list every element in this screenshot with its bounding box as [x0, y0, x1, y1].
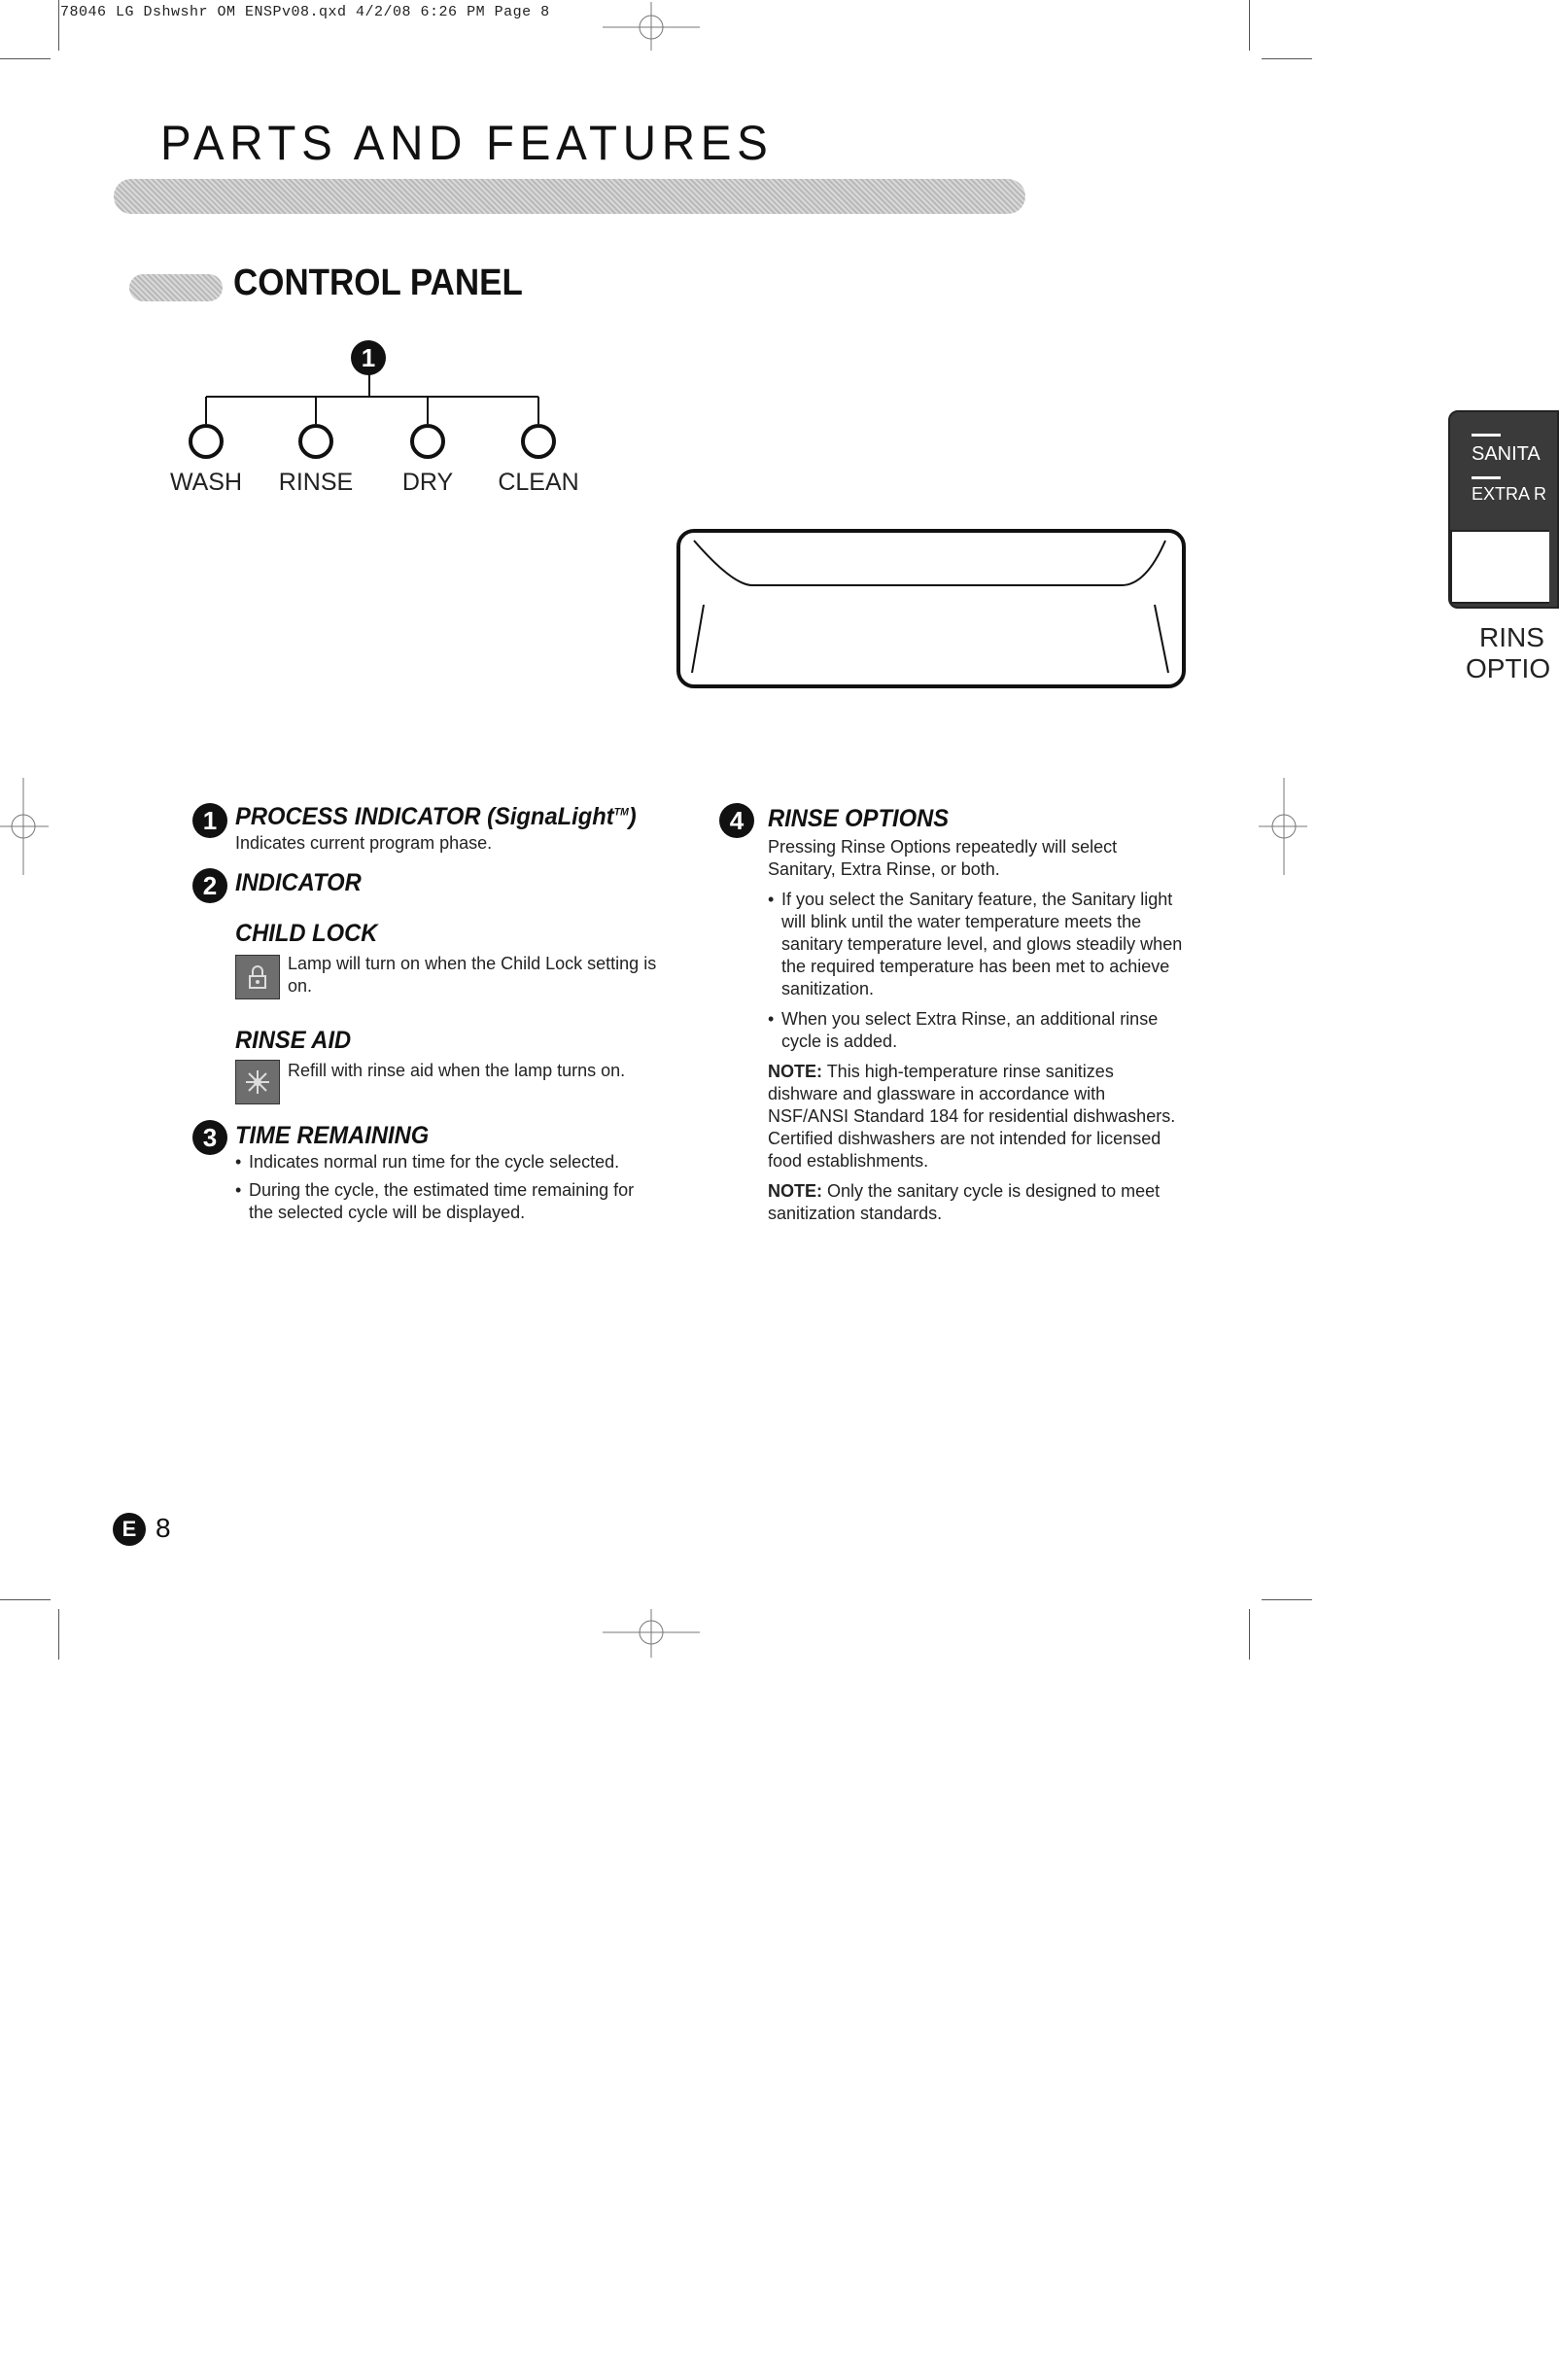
indicator-lines-diagram: [175, 373, 564, 461]
indicator-label-wash: WASH: [169, 469, 243, 496]
child-lock-lamp-icon: [235, 955, 280, 999]
list-item: • If you select the Sanitary feature, the Sanitary light will blink until the water temperature meets the sanitary temperature level, and glows steadily when the required temperature has been met to achieve sanitization.: [768, 889, 1186, 1000]
sanitary-lamp-icon: [1472, 434, 1501, 437]
section-badge-4: 4: [719, 803, 754, 838]
page-title: PARTS AND FEATURES: [160, 116, 774, 170]
page-number: 8: [156, 1513, 171, 1543]
section-marker: [129, 274, 223, 301]
indicator-lamp-dry: [412, 426, 443, 457]
list-item: • Indicates normal run time for the cycle selected.: [235, 1151, 653, 1173]
note-paragraph: [768, 1180, 1186, 1225]
process-indicator-close: ): [628, 803, 637, 830]
indicator-heading: INDICATOR: [235, 869, 362, 896]
panel-label-sanitary: SANITA: [1472, 443, 1541, 465]
note-text: This high-temperature rinse sanitizes dishware and glassware in accordance with NSF/ANSI Standard 184 for residential dishwashers. Certified dishwashers are not intended for licensed food establishments.: [768, 1062, 1176, 1171]
language-badge-icon: E: [113, 1513, 146, 1546]
indicator-lamp-rinse: [300, 426, 331, 457]
rinse-options-section: [768, 836, 1186, 1225]
trademark-mark: TM: [613, 806, 629, 819]
registration-mark-icon: [0, 778, 49, 875]
crop-mark: [58, 1609, 59, 1660]
crop-mark: [0, 58, 51, 59]
section-badge-1: 1: [192, 803, 227, 838]
crop-mark: [1249, 0, 1250, 51]
indicator-label-dry: DRY: [401, 469, 454, 496]
process-indicator-heading: [235, 803, 637, 831]
crop-mark: [58, 0, 59, 51]
registration-mark-icon: [603, 1609, 700, 1658]
section-badge-2: 2: [192, 868, 227, 903]
list-item: • During the cycle, the estimated time remaining for the selected cycle will be displayed.: [235, 1179, 653, 1224]
indicator-label-clean: CLEAN: [498, 469, 579, 496]
panel-caption-options: OPTIO: [1466, 653, 1551, 683]
rinse-options-list: [768, 889, 1186, 1053]
panel-caption-rinse: RINS: [1479, 622, 1544, 652]
note-label: NOTE:: [768, 1062, 822, 1081]
note-paragraph: [768, 1061, 1186, 1172]
time-remaining-heading: TIME REMAINING: [235, 1122, 430, 1149]
rinse-options-button-crop: [1450, 530, 1549, 604]
note-label: NOTE:: [768, 1181, 822, 1201]
indicator-lamp-wash: [191, 426, 222, 457]
extra-rinse-lamp-icon: [1472, 476, 1501, 479]
title-underline-bar: [114, 179, 1025, 214]
list-item: • When you select Extra Rinse, an additional rinse cycle is added.: [768, 1008, 1186, 1053]
crop-mark: [1262, 1599, 1312, 1600]
rinse-aid-text: Refill with rinse aid when the lamp turns on.: [288, 1061, 626, 1080]
rinse-options-intro: Pressing Rinse Options repeatedly will select Sanitary, Extra Rinse, or both.: [768, 837, 1118, 879]
child-lock-heading: CHILD LOCK: [235, 920, 378, 947]
child-lock-text: Lamp will turn on when the Child Lock setting is on.: [288, 954, 657, 996]
time-remaining-list: [235, 1151, 653, 1230]
process-indicator-title: PROCESS INDICATOR (SignaLight: [235, 803, 614, 830]
rinse-aid-heading: RINSE AID: [235, 1027, 352, 1054]
note-text: Only the sanitary cycle is designed to meet sanitization standards.: [768, 1181, 1161, 1223]
crop-mark: [1262, 58, 1312, 59]
diagram-number-badge: 1: [351, 340, 386, 375]
display-window-illustration: [675, 527, 1190, 692]
indicator-lamp-clean: [523, 426, 554, 457]
section-badge-3: 3: [192, 1120, 227, 1155]
panel-label-extra-rinse: EXTRA R: [1472, 484, 1547, 504]
registration-mark-icon: [1259, 778, 1307, 875]
rinse-aid-lamp-icon: [235, 1060, 280, 1104]
process-indicator-text: Indicates current program phase.: [235, 833, 493, 853]
section-title: CONTROL PANEL: [233, 262, 523, 303]
crop-mark: [0, 1599, 51, 1600]
rinse-options-heading: RINSE OPTIONS: [768, 805, 950, 832]
registration-mark-icon: [603, 2, 700, 51]
print-slug: 78046 LG Dshwshr OM ENSPv08.qxd 4/2/08 6:26 PM Page 8: [60, 4, 550, 20]
crop-mark: [1249, 1609, 1250, 1660]
indicator-label-rinse: RINSE: [278, 469, 354, 496]
